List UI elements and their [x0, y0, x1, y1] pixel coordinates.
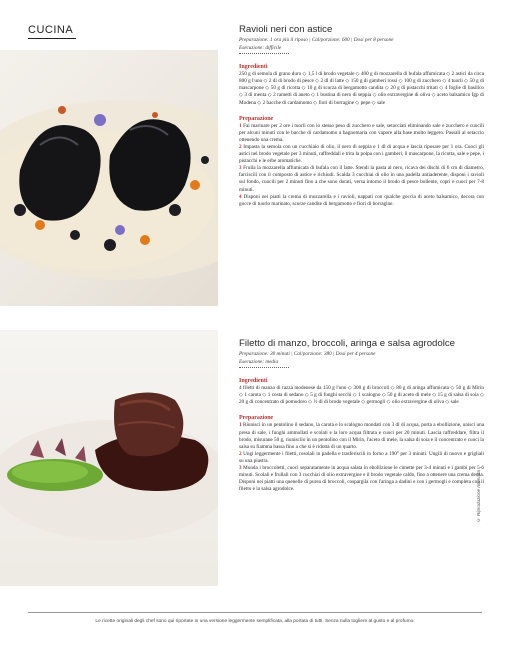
step-text: Riunisci in un pentolino il sedano, la carota e lo scalogno mondati con 3 dl di acqua, porta a ebollizione, unisci una presa di sale, i funghi ammollati e scolati e la loro acqua filtrata e cuoci per 20 minuti. Lascia raffreddare, filtra il brodo, misurane 50 g, riuniscilo in un pentolino con il Mirin, l'aceto di mele, la salsa di soia e il concentrato e cuoci la salsa su fiamma bassa fino a che si è ridotta di un quarto.	[239, 422, 485, 450]
copyright-credit: © Riproduzione riservata	[476, 470, 481, 523]
recipe-ravioli-neri	[239, 24, 484, 208]
step	[239, 123, 484, 144]
section-underline	[28, 38, 76, 39]
step-text: Impasta la semola con un cucchiaio di olio, il nero di seppia e 1 dl di acqua e lascia riposare per 1 ora. Cuoci gli astici nel brodo vegetale per 3 minuti, raffreddali e trita la polpa con i gamberi, il mascarpone, la ricotta, sale e pepe, i pistacchi e le erbe aromatiche.	[239, 143, 484, 165]
step-number: 2	[239, 143, 242, 150]
step-number: 2	[239, 450, 242, 457]
step-number: 3	[239, 465, 242, 472]
step-text: Disponi nei piatti la crema di mozzarella e i ravioli, nappati con qualche goccia di aceto balsamico, decora con gocce di tuorlo marinato, scorze candite di bergamotto e fiori di borragine.	[239, 193, 484, 207]
preparation-heading: Preparazione	[239, 415, 274, 422]
step	[239, 422, 484, 450]
dotted-divider	[239, 367, 289, 369]
recipe-meta: Preparazione: 1 ora più il riposo | Cal/porzione: 600 | Dosi per 8 persone	[239, 37, 394, 43]
recipe-meta: Preparazione: 30 minuti | Cal/porzione: 380 | Dosi per 4 persone	[239, 351, 376, 357]
photo-filetto-manzo	[0, 330, 218, 586]
dotted-divider	[239, 53, 289, 55]
recipe-difficulty: Esecuzione: difficile	[239, 44, 282, 51]
step-text: Ungi leggermente i filetti, rosolali in padella e trasferiscili in forno a 190° per 3 minuti. Ungili di nuovo e grigliali su una piastra.	[239, 450, 485, 464]
step-text: Fai marinare per 2 ore i tuorli con lo stesso peso di zucchero e sale, setacciati eliminando sale e zucchero e cuocili per alcuni minuti con le bacche di cardamomo a bagnomaria con vapore alla base molto leggero. Passali al setaccio ottenendo una crema.	[239, 122, 484, 143]
ingredients-heading: Ingredienti	[239, 378, 268, 385]
preparation-heading: Preparazione	[239, 115, 274, 122]
recipe-difficulty: Esecuzione: media	[239, 358, 279, 365]
step-number: 1	[239, 422, 242, 429]
ingredients-list: 4 filetti di manzo di razza modenese da 150 g l'uno ◇ 300 g di broccoli ◇ 80 g di aringa affumicata ◇ 50 g di Mirin ◇ 1 carota ◇ 1 costa di sedano ◇ 5 g di funghi secchi ◇ 1 scalogno ◇ 50 g di aceto di mele ◇ 15 g di salsa di soia ◇ 20 g di concentrato di pomodoro ◇ ½ dl di brodo vegetale ◇ germogli ◇ olio extravergine di oliva ◇ sale	[239, 385, 484, 406]
step	[239, 144, 484, 165]
step	[239, 165, 484, 193]
step	[239, 194, 484, 208]
ingredients-list: 250 g di semola di grano duro ◇ 1,5 l di brodo vegetale ◇ 400 g di mozzarella di bufala affumicata ◇ 2 astici da circa 800 g l'uno ◇ 2 dl di brodo di pesce ◇ 2 dl di latte ◇ 150 g di gamberi rossi ◇ 100 g di zucchero ◇ 4 tuorli ◇ 50 g di mascarpone ◇ 50 g di ricotta ◇ 10 g di scorza di bergamotto candita ◇ 20 g di pistacchi tritati ◇ 4 foglie di basilico ◇ 3 di menta ◇ 2 rametti di aneto ◇ 1 bustina di nero di seppia ◇ olio extravergine di oliva ◇ aceto balsamico Igp di Modena ◇ 2 bacche di cardamomo ◇ fiori di borragine ◇ pepe ◇ sale	[239, 71, 484, 106]
footer-divider	[28, 612, 482, 613]
step-number: 1	[239, 122, 242, 129]
recipe-title: Ravioli neri con astice	[239, 24, 333, 35]
step-text: Frulla la mozzarella affumicata di bufala con il latte. Stendi la pasta al nero, ricava dei dischi di 6 cm di diametro, farciscili con il composto di astice e richiudi. Scalda 3 cucchiai di olio in una padella antiaderente, disponi i ravioli sul fondo, cuocili per 2 minuti fino a che sono dorati, versa intorno il brodo di pesce bollente, copri e cuoci per 7-8 minuti.	[239, 165, 485, 193]
photo-ravioli-neri	[0, 50, 218, 306]
recipe-filetto-manzo	[239, 338, 484, 493]
step-number: 3	[239, 165, 242, 172]
footer-note: Le ricette originali degli chef sono qui riportate in una versione leggermente semplificata, alla portata di tutti. Senza nulla togliere al gusto e al profumo.	[95, 619, 415, 624]
step	[239, 465, 484, 493]
recipe-title: Filetto di manzo, broccoli, aringa e salsa agrodolce	[239, 338, 455, 349]
section-label: CUCINA	[28, 24, 74, 36]
step	[239, 451, 484, 465]
step-number: 4	[239, 193, 242, 200]
ingredients-heading: Ingredienti	[239, 64, 268, 71]
step-text: Monda i broccoletti, cuoci separatamente in acqua salata in ebollizione le cimette per 3-4 minuti e i gambi per 5-6 minuti. Scolali e frullali con 3 cucchiai di olio extravergine e il brodo vegetale caldo, fino a ottenere una crema densa. Disponi nei piatti una quenelle di purea di broccoli, cospargila con l'aringa a dadini e con i germogli e completa con il filetto e la salsa agrodolce.	[239, 465, 484, 493]
